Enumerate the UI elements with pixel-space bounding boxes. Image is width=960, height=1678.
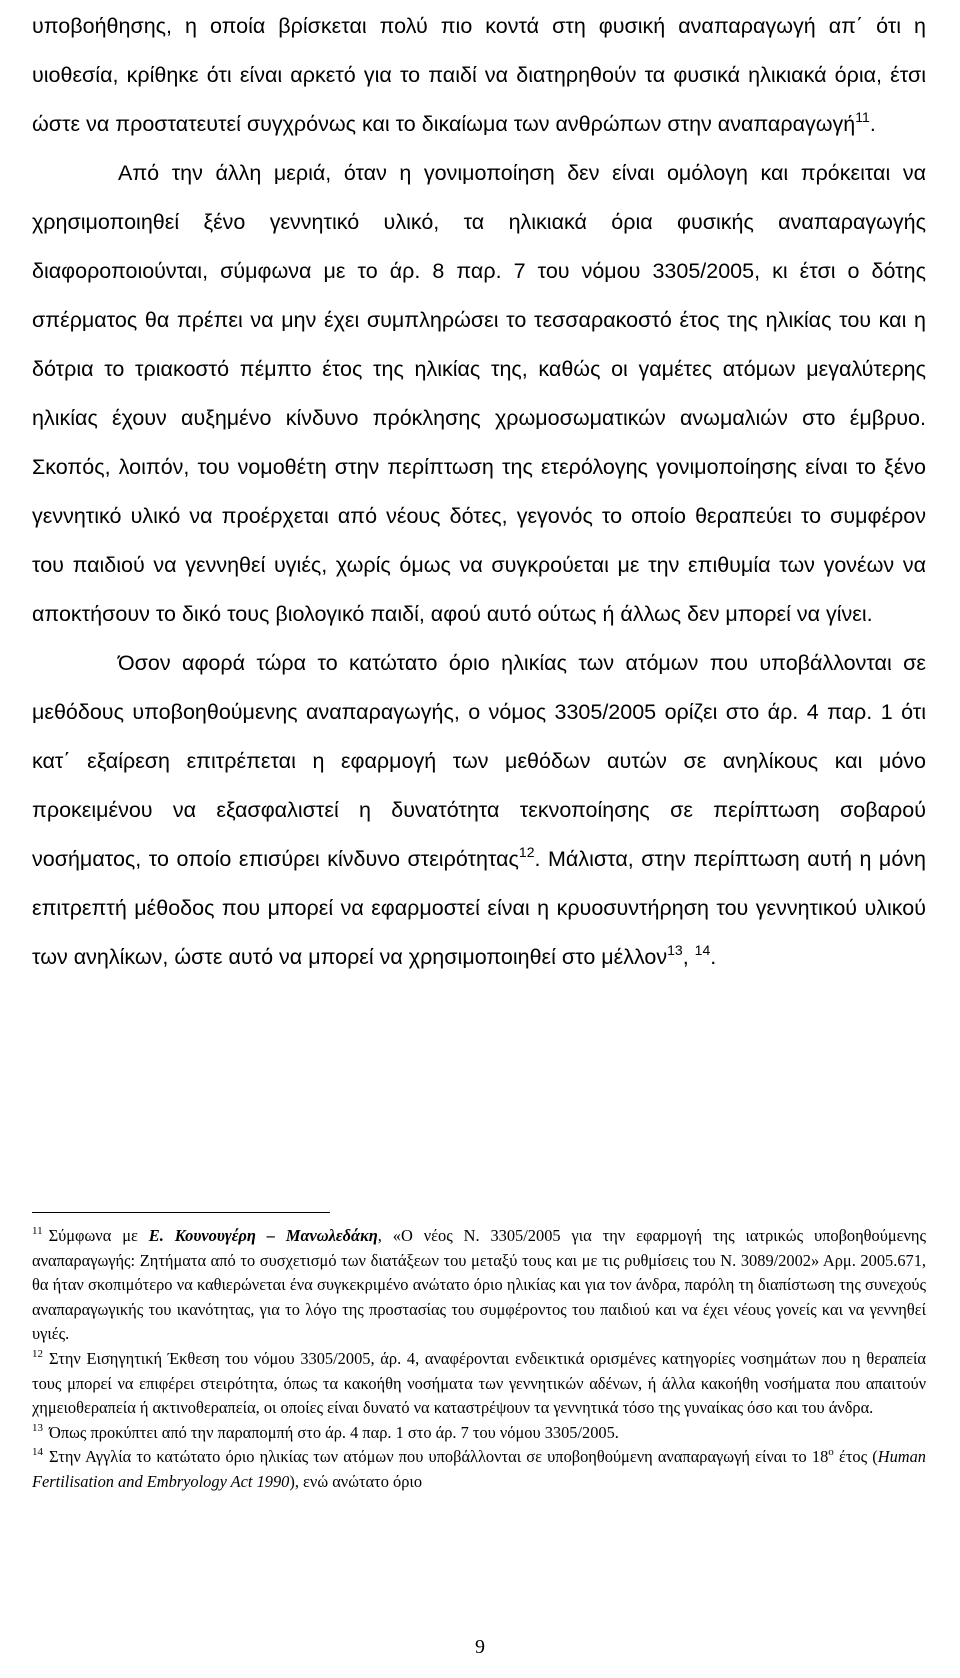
footnote-number: 13 <box>32 1421 43 1434</box>
footnote-12: $^{12}$ Στην Εισηγητική Έκθεση του νόμου 3305/2005, άρ. 4, αναφέρονται ενδεικτικά ορισμένες κατηγορίες νοσημάτων που η θεραπεία τους μπορεί να επιφέρει στειρότητα, όπως τα κακοήθη νοσήματα των γεννητικών αδένων, ή άλλα κακοήθη νοσήματα που απαιτούν χημειοθεραπεία ή ακτινοθεραπεία, οι οποίες είναι δυνατό να καταστρέψουν τα γεννητικά τόσο της γυναίκας όσο και του άνδρα. <box>32 1347 926 1418</box>
footnote-ref-11[interactable]: 11 <box>855 109 870 125</box>
footnote-separator <box>32 1212 330 1213</box>
footnote-number: 14 <box>32 1446 43 1459</box>
footnote-ref-14[interactable]: 14 <box>694 942 711 958</box>
footnote-13: $^{13}$ Όπως προκύπτει από την παραπομπή στο άρ. 4 παρ. 1 στο άρ. 7 του νόμου 3305/2005. <box>32 1421 619 1442</box>
footnote-number: 11 <box>32 1225 43 1237</box>
footnote-number: 12 <box>32 1347 43 1360</box>
page-number: 9 <box>475 1636 485 1658</box>
footnote-ref-12[interactable]: 12 <box>518 844 535 860</box>
footnote-authors: Ε. Κουνουγέρη – Μανωλεδάκη <box>148 1226 378 1245</box>
paragraph-1: υποβοήθησης, η οποία βρίσκεται πολύ πιο κοντά στη φυσική αναπαραγωγή απ΄ ότι η υιοθεσία, κρίθηκε ότι είναι αρκετό για το παιδί να διατηρηθούν τα φυσικά ηλικιακά όρια, έτσι ώστε να προστατευτεί συγχρόνως και το δικαίωμα των ανθρώπων στην αναπαραγωγή$^{11}$. <box>32 14 926 136</box>
paragraph-1-text: υποβοήθησης, η οποία βρίσκεται πολύ πιο κοντά στη φυσική αναπαραγωγή απ΄ ότι η υιοθεσία, κρίθηκε ότι είναι αρκετό για το παιδί να διατηρηθούν τα φυσικά ηλικιακά όρια, έτσι ώστε να προστατευτεί συγχρόνως και το δικαίωμα των ανθρώπων στην αναπαραγωγή <box>32 14 926 136</box>
footnote-ref-13[interactable]: 13 <box>667 942 683 958</box>
paragraph-3: Όσον αφορά τώρα το κατώτατο όριο ηλικίας των ατόμων που υποβάλλονται σε μεθόδους υποβοηθούμενης αναπαραγωγής, ο νόμος 3305/2005 ορίζει στο άρ. 4 παρ. 1 ότι κατ΄ εξαίρεση επιτρέπεται η εφαρμογή των μεθόδων αυτών σε ανηλίκους και μόνο προκειμένου να εξασφαλιστεί η δυνατότητα τεκνοποίησης σε περίπτωση σοβαρού νοσήματος, το οποίο επισύρει κίνδυνο στειρότητας$^{12}$. Μάλιστα, στην περίπτωση αυτή η μόνη επιτρεπτή μέθοδος που μπορεί να εφαρμοστεί είναι η κρυοσυντήρηση του γεννητικού υλικού των ανηλίκων, ώστε αυτό να μπορεί να χρησιμοποιηθεί στο μέλλον$^{13}$, $^{14}$. <box>32 651 926 969</box>
document-page <box>32 0 926 1491</box>
act-title: Human Fertilisation and Embryology Act 1990 <box>32 1447 926 1491</box>
paragraph-2: Από την άλλη μεριά, όταν η γονιμοποίηση δεν είναι ομόλογη και πρόκειται να χρησιμοποιηθεί ξένο γεννητικό υλικό, τα ηλικιακά όρια φυσικής αναπαραγωγής διαφοροποιούνται, σύμφωνα με το άρ. 8 παρ. 7 του νόμου 3305/2005, κι έτσι ο δότης σπέρματος θα πρέπει να μην έχει συμπληρώσει το τεσσαρακοστό έτος της ηλικίας του και η δότρια το τριακοστό πέμπτο έτος της ηλικίας της, καθώς οι γαμέτες ατόμων μεγαλύτερης ηλικίας έχουν αυξημένο κίνδυνο πρόκλησης χρωμοσωματικών ανωμαλιών στο έμβρυο. Σκοπός, λοιπόν, του νομοθέτη στην περίπτωση της ετερόλογης γονιμοποίησης είναι το ξένο γεννητικό υλικό να προέρχεται από νέους δότες, γεγονός το οποίο θεραπεύει το συμφέρον του παιδιού να γεννηθεί υγιές, χωρίς όμως να συγκρούεται με την επιθυμία των γονέων να αποκτήσουν το δικό τους βιολογικό παιδί, αφού αυτό ούτως ή άλλως δεν μπορεί να γίνει. <box>32 161 926 626</box>
body-text <box>32 0 926 982</box>
footnote-11: $^{11}$ Σύμφωνα με Ε. Κουνουγέρη – Μανωλεδάκη, «Ο νέος Ν. 3305/2005 για την εφαρμογή της ιατρικώς υποβοηθούμενης αναπαραγωγής: Ζητήματα από το συσχετισμό των διατάξεων του μεταξύ τους και με τις ρυθμίσεις του Ν. 3089/2002» Αρμ. 2005.671, θα ήταν σκοπιμότερο να καθιερώνεται ένα συγκεκριμένο ανώτατο όριο ηλικίας και για τον άνδρα, παρόλη τη διαπίστωση της συνεχούς αναπαραγωγικής του ικανότητας, για το λόγο της προστασίας του συμφέροντος του παιδιού και να έχει νέους γονείς και να γεννηθεί υγιές. <box>32 1225 926 1344</box>
footnotes <box>32 1224 926 1495</box>
footnote-14: $^{14}$ Στην Αγγλία το κατώτατο όριο ηλικίας των ατόμων που υποβάλλονται σε υποβοηθούμενη αναπαραγωγή είναι το $18^o$ έτος (Human Fertilisation and Embryology Act 1990), ενώ ανώτατο όριο <box>32 1446 926 1491</box>
